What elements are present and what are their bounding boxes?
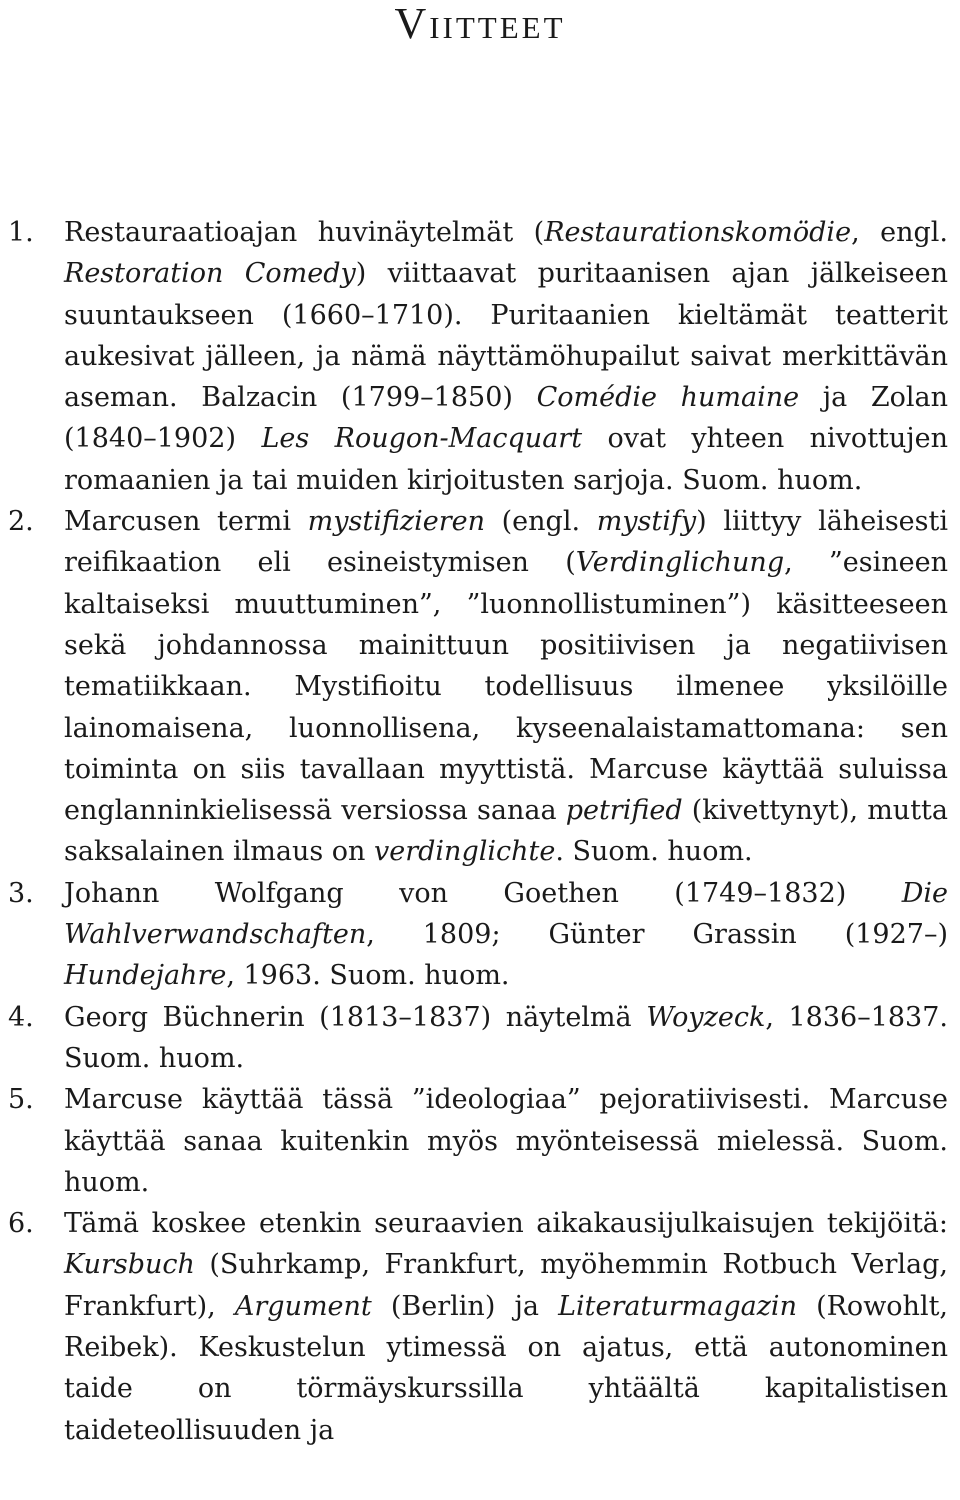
italic-run: Hundejahre <box>64 960 227 992</box>
text-run: Marcusen termi <box>64 506 308 538</box>
italic-run: Kursbuch <box>64 1249 195 1281</box>
footnote-text <box>64 878 948 992</box>
text-run: , 1836–1837. Suom. huom. <box>64 1001 948 1074</box>
footnote-number: 4. <box>8 1001 34 1033</box>
footnote-3 <box>0 873 960 997</box>
footnote-text <box>64 1084 948 1198</box>
text-run: ) liittyy läheisesti reifikaation eli esineistymisen ( <box>64 506 948 579</box>
footnote-text <box>64 1002 948 1074</box>
footnote-text <box>64 506 948 867</box>
text-run: Tämä koskee etenkin seuraavien aikakausijulkaisujen tekijöitä: <box>64 1208 948 1240</box>
text-run: ) viittaavat puritaanisen ajan jälkeiseen suuntaukseen (1660–1710). Puritaanien kieltämät teatterit aukesivat jälleen, ja nämä näyttämöhupailut saivat merkittävän aseman. Balzacin (1799–1850) <box>64 258 948 414</box>
footnote-number: 2. <box>8 506 34 538</box>
text-run: , engl. <box>851 217 948 248</box>
footnote-6 <box>0 1203 960 1451</box>
italic-run: verdinglichte <box>374 836 556 868</box>
text-run: (Suhrkamp, Frankfurt, myöhemmin Rotbuch Verlag, Frankfurt), <box>64 1249 948 1322</box>
footnote-number: 1. <box>8 217 34 248</box>
page-heading: Viitteet <box>394 0 566 48</box>
text-run: , 1809; Günter Grassin (1927–) <box>366 919 948 951</box>
italic-run: Les Rougon-Macquart <box>261 423 583 455</box>
text-run: Restauraatioajan huvinäytelmät ( <box>64 217 545 248</box>
text-run: (Berlin) ja <box>371 1290 559 1322</box>
italic-run: Restoration Comedy <box>64 258 356 290</box>
footnote-text <box>64 217 948 496</box>
footnote-number: 6. <box>8 1208 34 1240</box>
footnote-number: 3. <box>8 877 34 909</box>
italic-run: Verdinglichung <box>575 547 785 579</box>
italic-run: Restaurationskomödie <box>544 217 852 248</box>
footnote-4 <box>0 997 960 1080</box>
text-run: ja Zolan (1840–1902) <box>64 382 949 455</box>
italic-run: mystify <box>596 506 697 538</box>
text-run: (kivettynyt), mutta saksalainen ilmaus on <box>64 795 948 868</box>
text-run: Georg Büchnerin (1813–1837) näytelmä <box>64 1001 647 1033</box>
footnotes-list <box>0 212 960 1451</box>
text-run: , 1963. Suom. huom. <box>226 960 510 992</box>
italic-run: Die Wahlverwandschaften <box>64 877 948 951</box>
italic-run: Argument <box>234 1290 372 1322</box>
footnote-5 <box>0 1079 960 1203</box>
footnote-2 <box>0 501 960 873</box>
italic-run: Comédie humaine <box>536 382 800 414</box>
italic-run: petrified <box>565 795 683 827</box>
text-run: . Suom. huom. <box>555 836 753 868</box>
footnote-number: 5. <box>8 1084 34 1116</box>
text-run: Johann Wolfgang von Goethen (1749–1832) <box>64 877 902 909</box>
italic-run: mystifizieren <box>307 506 485 538</box>
footnote-1 <box>0 212 960 501</box>
text-run: (Rowohlt, Reibek). Keskustelun ytimessä on ajatus, että autonominen taide on törmäyskurssilla yhtäältä kapitalistisen taideteollisuuden ja <box>64 1290 949 1446</box>
text-run: (engl. <box>484 506 597 538</box>
footnote-text <box>64 1208 948 1445</box>
italic-run: Woyzeck <box>646 1001 766 1033</box>
text-run: , ”esineen kaltaiseksi muuttuminen”, ”luonnollistuminen”) käsitteeseen sekä johdannossa mainittuun positiivisen ja negatiivisen tematiikkaan. Mystifioitu todellisuus ilmenee yksilöille lainomaisena, luonnollisena, kyseenalaistamattomana: sen toiminta on siis tavallaan myyttistä. Marcuse käyttää suluissa englanninkielisessä versiossa sanaa <box>64 547 948 827</box>
italic-run: Literaturmagazin <box>558 1290 797 1322</box>
text-run: ovat yhteen nivottujen romaanien ja tai muiden kirjoitusten sarjoja. Suom. huom. <box>64 423 949 496</box>
text-run: Marcuse käyttää tässä ”ideologiaa” pejoratiivisesti. Marcuse käyttää sanaa kuitenkin myös myönteisessä mielessä. Suom. huom. <box>64 1084 948 1198</box>
